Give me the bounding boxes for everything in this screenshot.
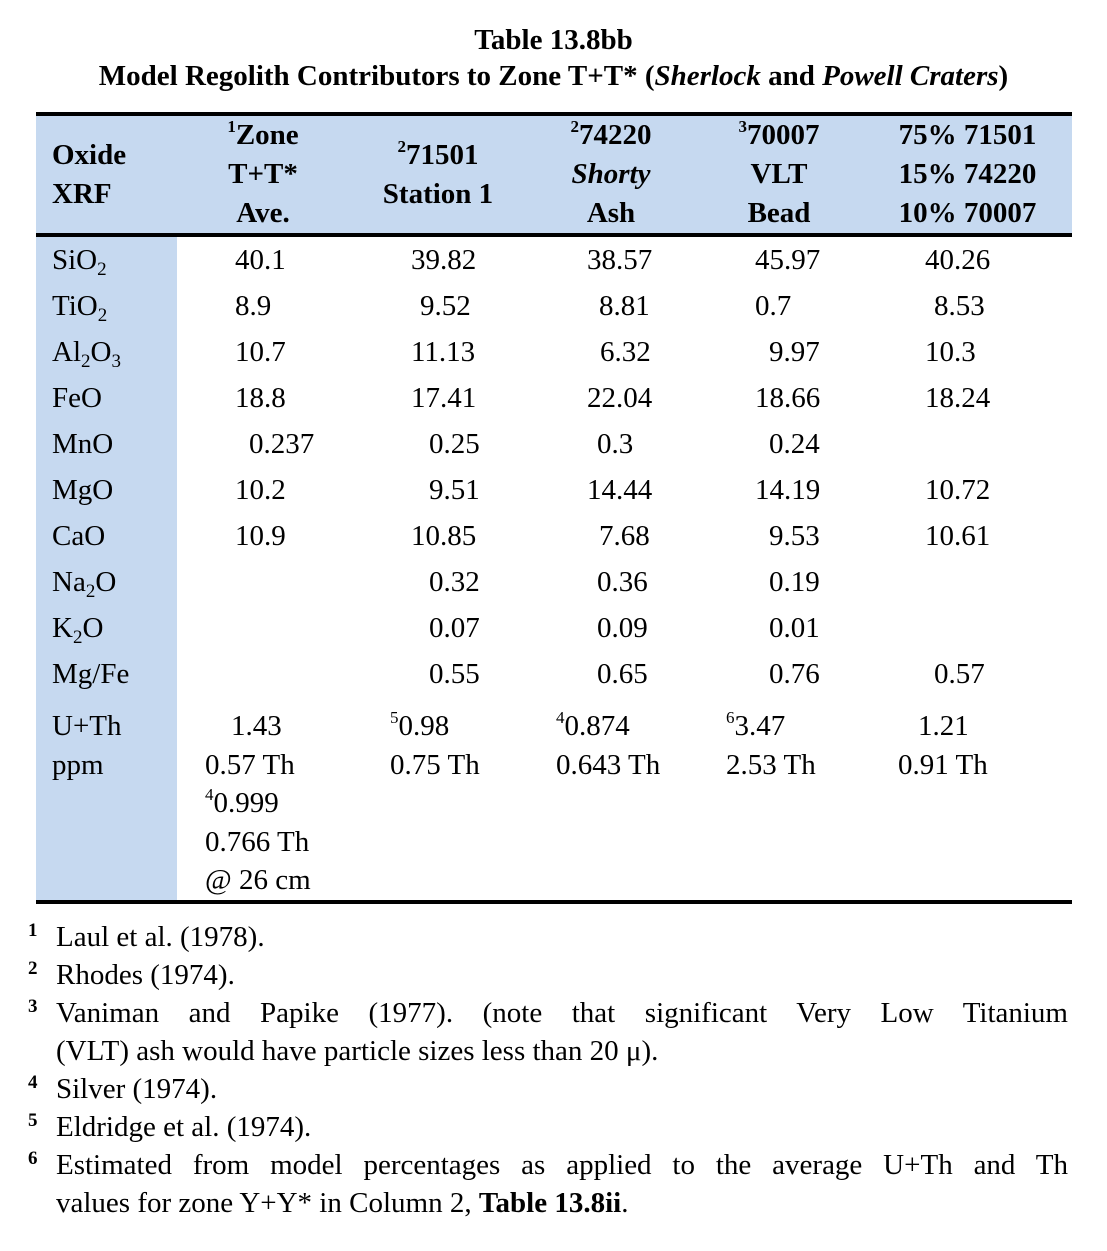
table-cell: 10.7 <box>235 336 286 368</box>
table-cell <box>177 651 349 697</box>
table-cell: 9.52 <box>420 290 471 322</box>
table-cell: 0.01 <box>769 612 820 644</box>
footnotes <box>28 918 1068 1222</box>
table-cell: 45.97 <box>755 244 821 276</box>
table-cell: 0.07 <box>429 612 480 644</box>
footnote-5: 5 Eldridge et al. (1974). <box>28 1110 312 1143</box>
table-cell: 8.9 <box>235 290 272 322</box>
table-cell <box>863 559 1072 605</box>
footnote-4: 4 Silver (1974). <box>28 1072 218 1105</box>
table-cell: 8.81 <box>599 290 650 322</box>
table-row <box>36 651 1072 697</box>
table-cell: 17.41 <box>411 382 477 414</box>
header-zone: $^1$Zone T+T* Ave. <box>177 114 349 235</box>
table-row <box>36 421 1072 467</box>
uth-model-mix: 1.21 0.91 Th <box>863 697 1072 902</box>
table-cell: 18.66 <box>755 382 821 414</box>
header-row <box>36 114 1072 235</box>
uth-label: U+Th ppm <box>36 697 177 902</box>
table-cell: 38.57 <box>587 244 653 276</box>
uth-70007: $^6$3.47 2.53 Th <box>695 697 863 902</box>
table-cell: 6.32 <box>600 336 651 368</box>
oxide-label: $Al_2O_3$ <box>36 329 177 375</box>
table-cell: 11.13 <box>411 336 476 368</box>
table-cell: 0.76 <box>769 658 820 690</box>
oxide-label: TiO$_2$ <box>36 283 177 329</box>
table-cell: 9.97 <box>769 336 820 368</box>
table-row <box>36 559 1072 605</box>
footnote-6: 6 Estimated from model percentages as applied to the average U+Th and Th values for zone Y+Y* in Column 2, Table 13.8ii. <box>28 1148 1068 1219</box>
table-row <box>36 467 1072 513</box>
table-cell: 8.53 <box>934 290 985 322</box>
table-row <box>36 329 1072 375</box>
table-cell: 10.61 <box>925 520 991 552</box>
oxide-label: FeO <box>36 375 177 421</box>
uth-zone: 1.43 0.57 Th $^4$0.999 0.766 Th @ 26 cm <box>177 697 349 902</box>
table-cell: 10.85 <box>411 520 477 552</box>
table-row <box>36 605 1072 651</box>
header-model-mix: 75% 71501 15% 74220 10% 70007 <box>863 114 1072 235</box>
table-cell: 0.65 <box>597 658 648 690</box>
table-cell: 0.19 <box>769 566 820 598</box>
oxide-label: Mg/Fe <box>36 651 177 697</box>
table-cell: 14.44 <box>587 474 653 506</box>
table-cell: 39.82 <box>411 244 477 276</box>
oxide-label: MnO <box>36 421 177 467</box>
table-cell: 40.1 <box>235 244 286 276</box>
table-cell: 0.25 <box>429 428 480 460</box>
table-cell: 10.3 <box>925 336 976 368</box>
header-74220: $^2$74220 Shorty Ash <box>527 114 695 235</box>
table-cell <box>177 605 349 651</box>
table-cell: 10.2 <box>235 474 286 506</box>
oxide-label: $K_2O$ <box>36 605 177 651</box>
footnote-1: 1 Laul et al. (1978). <box>28 920 265 953</box>
table-row <box>36 283 1072 329</box>
uth-74220: $^4$0.874 0.643 Th <box>527 697 695 902</box>
table-cell <box>863 605 1072 651</box>
table-cell: 7.68 <box>599 520 650 552</box>
table-cell: 9.51 <box>429 474 480 506</box>
oxide-label: $Na_2O$ <box>36 559 177 605</box>
table-cell: 18.8 <box>235 382 286 414</box>
table-cell: 9.53 <box>769 520 820 552</box>
table-cell: 0.3 <box>597 428 634 460</box>
table-cell: 0.32 <box>429 566 480 598</box>
table-title: Table 13.8bb <box>474 24 633 56</box>
header-oxide: Oxide XRF <box>36 114 177 235</box>
table-cell: 0.57 <box>934 658 985 690</box>
table-cell <box>863 421 1072 467</box>
oxide-label: SiO$_2$ <box>36 235 177 283</box>
table-cell: 0.24 <box>769 428 820 460</box>
table-cell: 18.24 <box>925 382 991 414</box>
table-row-uth <box>36 697 1072 902</box>
table-row <box>36 235 1072 283</box>
table-cell: 14.19 <box>755 474 821 506</box>
table-cell: 10.9 <box>235 520 286 552</box>
table-row <box>36 375 1072 421</box>
footnote-3: 3 Vaniman and Papike (1977). (note that significant Very Low Titanium (VLT) ash would have particle sizes less than 20 μ). <box>28 996 1068 1067</box>
table-cell: 40.26 <box>925 244 991 276</box>
table-subtitle: Model Regolith Contributors to Zone T+T* (Sherlock and Powell Craters) <box>98 60 1009 92</box>
table-row <box>36 513 1072 559</box>
table-cell: 0.36 <box>597 566 648 598</box>
table-cell: 0.237 <box>249 428 315 460</box>
table-cell: 22.04 <box>587 382 653 414</box>
table-cell: 0.09 <box>597 612 648 644</box>
oxide-label: CaO <box>36 513 177 559</box>
table-cell: 0.55 <box>429 658 480 690</box>
table-cell: 10.72 <box>925 474 991 506</box>
oxide-label: MgO <box>36 467 177 513</box>
table-cell: 0.7 <box>755 290 792 322</box>
uth-71501: $^5$0.98 0.75 Th <box>349 697 527 902</box>
regolith-table <box>36 112 1072 904</box>
footnote-2: 2 Rhodes (1974). <box>28 958 235 991</box>
header-71501: $^2$71501 Station 1 <box>349 114 527 235</box>
table-cell <box>177 559 349 605</box>
header-70007: $^3$70007 VLT Bead <box>695 114 863 235</box>
